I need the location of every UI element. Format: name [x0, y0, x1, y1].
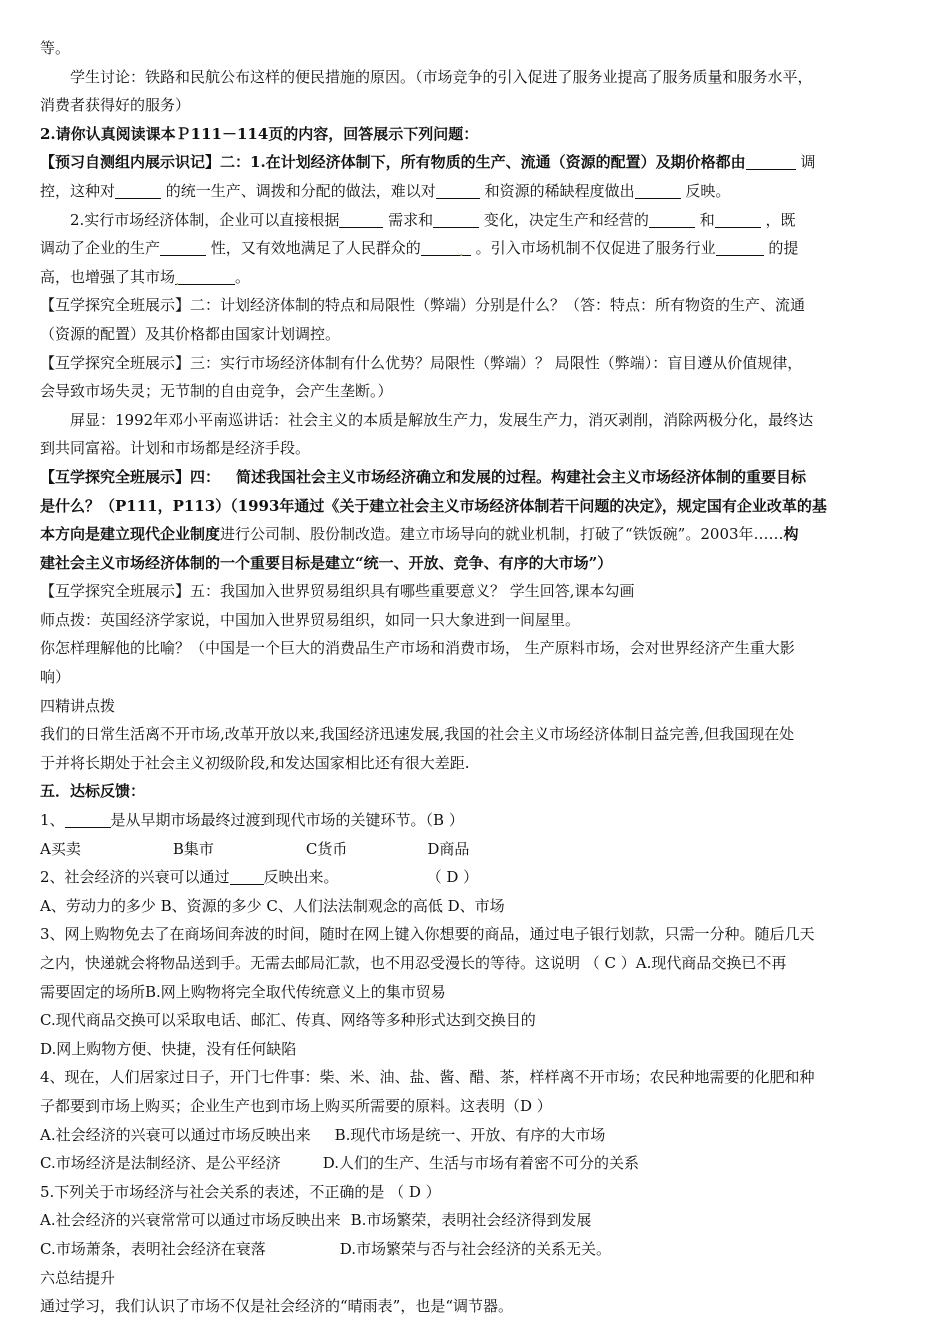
options-line [40, 1121, 910, 1150]
text: 。引入市场机制不仅促进了服务行业 [475, 239, 716, 258]
text: 变化，决定生产和经营的 [483, 210, 649, 229]
text: D.网上购物方便、快捷，没有任何缺陷 [40, 1039, 297, 1058]
text-line [40, 63, 910, 92]
text: 等。 [40, 39, 71, 57]
text: 2.实行市场经济体制，企业可以直接根据 [70, 210, 340, 229]
text: 六总结提升 [40, 1268, 116, 1287]
option: B.市场繁荣，表明社会经济得到发展 [350, 1211, 592, 1230]
text-line [40, 406, 910, 435]
text: 4、现在，人们居家过日子，开门七件事：柴、米、油、盐、酱、醋、茶，样样离不开市场；农民种地需要的化肥和种 [40, 1068, 815, 1087]
text: 之内，快递就会将物品送到手。无需去邮局汇款，也不用忍受漫长的等待。这说明 （ C ）A.现代商品交换已不再 [40, 954, 787, 972]
options-line [40, 1206, 910, 1235]
text-line [40, 206, 910, 235]
text-line [40, 377, 910, 406]
text: 我们的日常生活离不开市场,改革开放以来,我国经济迅速发展,我国的社会主义市场经济体制日益完善,但我国现在处 [40, 725, 795, 744]
section-heading [40, 120, 910, 149]
text-line [40, 349, 910, 378]
text-line [40, 1292, 910, 1321]
option: D.市场繁荣与否与社会经济的关系无关。 [339, 1239, 611, 1258]
question-line [40, 920, 910, 949]
question-line [40, 863, 910, 892]
fill-blank [635, 180, 681, 199]
option: A.社会经济的兴衰常常可以通过市场反映出来 [40, 1211, 341, 1230]
text-line [40, 663, 910, 692]
fill-blank [433, 209, 479, 228]
text: 【互学探究全班展示】四： [40, 467, 221, 486]
text: 四精讲点拨 [40, 696, 116, 715]
fill-blank [230, 866, 264, 885]
options-line [40, 892, 910, 921]
text: 的统一生产、调拨和分配的做法，难以对 [165, 181, 436, 200]
text-line [40, 177, 910, 206]
option: B集市 [172, 839, 214, 858]
options-line [40, 835, 910, 864]
text: 2、社会经济的兴衰可以通过 [40, 868, 230, 887]
section-heading [40, 692, 910, 721]
text-line [40, 148, 910, 177]
text-line [40, 549, 910, 578]
options-line [40, 1149, 910, 1178]
text: 性，又有效地满足了人民群众的 [210, 239, 421, 258]
text: 需要固定的场所B.网上购物将完全取代传统意义上的集市贸易 [40, 982, 446, 1001]
text: 2.请你认真阅读课本Ｐ111－114页的内容，回答展示下列问题： [40, 124, 479, 143]
text-line [40, 634, 910, 663]
option: C.市场萧条，表明社会经济在衰落 [40, 1239, 266, 1258]
text-line [40, 91, 910, 120]
text: 3、网上购物免去了在商场间奔波的时间，随时在网上键入你想要的商品，通过电子银行划款，只需一分种。随后几天 [40, 925, 815, 944]
text: 是从早期市场最终过渡到现代市场的关键环节。（B ） [110, 811, 464, 830]
text: 1、 [40, 811, 65, 830]
text-line [40, 291, 910, 320]
fill-blank [115, 180, 161, 199]
text: 调动了企业的生产 [40, 239, 161, 258]
text-line [40, 34, 910, 63]
text: 调 [800, 153, 816, 172]
text: 5.下列关于市场经济与社会关系的表述，不正确的是 （ D ） [40, 1182, 441, 1201]
text: 进行公司制、股份制改造。建立市场导向的就业机制，打破了“铁饭碗”。2003年…… [220, 525, 784, 544]
fill-blank [339, 209, 383, 228]
text: 反映出来。 [263, 868, 339, 887]
fill-blank [715, 209, 761, 228]
text: 【预习自测组内展示识记】二：1.在计划经济体制下，所有物质的生产、流通（资源的配置）及期价格都由 [40, 153, 746, 172]
text: 建社会主义市场经济体制的一个重要目标是建立“统一、开放、竞争、有序的大市场”） [40, 553, 613, 572]
text-line [40, 720, 910, 749]
option-line [40, 1006, 910, 1035]
text-line [40, 577, 910, 606]
text-line [40, 320, 910, 349]
text-line [40, 263, 910, 292]
option: C.市场经济是法制经济、是公平经济 [40, 1154, 281, 1173]
text: 于并将长期处于社会主义初级阶段,和发达国家相比还有很大差距. [40, 753, 470, 772]
text: 【互学探究全班展示】三：实行市场经济体制有什么优势？局限性（弊端）？ 局限性（弊端）：盲目遵从价值规律， [40, 353, 803, 372]
section-heading [40, 1264, 910, 1293]
fill-blank [436, 180, 480, 199]
fill-blank: . [175, 266, 235, 285]
fill-blank [649, 209, 695, 228]
text: 师点拨：英国经济学家说，中国加入世界贸易组织，如同一只大象进到一间屋里。 [40, 610, 581, 629]
option: D商品 [427, 839, 470, 858]
text: 五．达标反馈： [40, 782, 146, 801]
text: 响） [40, 668, 71, 687]
text: 【互学探究全班展示】二：计划经济体制的特点和局限性（弊端）分别是什么？（答：特点：所有物资的生产、流通 [40, 296, 806, 315]
text: 通过学习，我们认识了市场不仅是社会经济的“晴雨表”，也是“调节器。 [40, 1297, 514, 1316]
text-line [40, 520, 910, 549]
question-line [40, 1063, 910, 1092]
text: A、劳动力的多少 B、资源的多少 C、人们法法制观念的高低 D、市场 [40, 896, 505, 915]
option: A买卖 [40, 839, 81, 858]
text-line [40, 234, 910, 263]
text: 高，也增强了其市场 [40, 267, 176, 286]
fill-blank: . [421, 237, 471, 256]
fill-blank [716, 237, 764, 256]
option: C货币 [305, 839, 348, 858]
question-line [40, 1092, 910, 1121]
text: 需求和 [388, 210, 434, 229]
text: ，既 [765, 210, 796, 229]
text: 屏显：1992年邓小平南巡讲话：社会主义的本质是解放生产力，发展生产力，消灭剥削，消除两极分化，最终达 [70, 410, 814, 429]
text: （资源的配置）及其价格都由国家计划调控。 [40, 324, 341, 343]
text: C.现代商品交换可以采取电话、邮汇、传真、网络等多种形式达到交换目的 [40, 1011, 536, 1030]
option: B.现代市场是统一、开放、有序的大市场 [334, 1125, 606, 1144]
option-line [40, 1035, 910, 1064]
question-line [40, 806, 910, 835]
text: 是什么？（P111，P113）（1993年通过《关于建立社会主义市场经济体制若干问题的决定》，规定国有企业改革的基 [40, 496, 827, 515]
question-line [40, 978, 910, 1007]
fill-blank [746, 151, 796, 170]
text: 本方向是建立现代企业制度 [40, 525, 221, 544]
text: 消费者获得好的服务） [40, 96, 191, 115]
question-line [40, 949, 910, 978]
text: 到共同富裕。计划和市场都是经济手段。 [40, 439, 311, 458]
text-line [40, 434, 910, 463]
text: 你怎样理解他的比喻？（中国是一个巨大的消费品生产市场和消费市场， 生产原料市场，会对世界经济产生重大影 [40, 639, 795, 658]
text: 控，这种对 [40, 181, 116, 200]
fill-blank [65, 809, 111, 828]
text: 反映。 [685, 181, 731, 200]
text: 会导致市场失灵；无节制的自由竞争，会产生垄断。） [40, 382, 393, 401]
text: 子都要到市场上购买；企业生产也到市场上购买所需要的原料。这表明（D ） [40, 1096, 552, 1115]
options-line [40, 1235, 910, 1264]
text: 简述我国社会主义市场经济确立和发展的过程。构建社会主义市场经济体制的重要目标 [236, 467, 807, 486]
text: 学生讨论：铁路和民航公布这样的便民措施的原因。（市场竞争的引入促进了服务业提高了服务质量和服务水平， [70, 67, 813, 86]
text: 的提 [768, 239, 799, 258]
text: 构 [783, 525, 799, 544]
text-line [40, 606, 910, 635]
option: D.人们的生产、生活与市场有着密不可分的关系 [322, 1154, 639, 1173]
text: 和资源的稀缺程度做出 [484, 181, 635, 200]
text: 【互学探究全班展示】五：我国加入世界贸易组织具有哪些重要意义？ 学生回答,课本勾画 [40, 582, 635, 601]
text-line [40, 749, 910, 778]
text-line [40, 463, 910, 492]
text: 和 [699, 210, 715, 229]
fill-blank [160, 237, 206, 256]
answer: （ D ） [426, 868, 479, 887]
option: A.社会经济的兴衰可以通过市场反映出来 [40, 1125, 311, 1144]
question-line [40, 1178, 910, 1207]
text-line [40, 492, 910, 521]
section-heading [40, 777, 910, 806]
text: 。 [235, 267, 251, 286]
